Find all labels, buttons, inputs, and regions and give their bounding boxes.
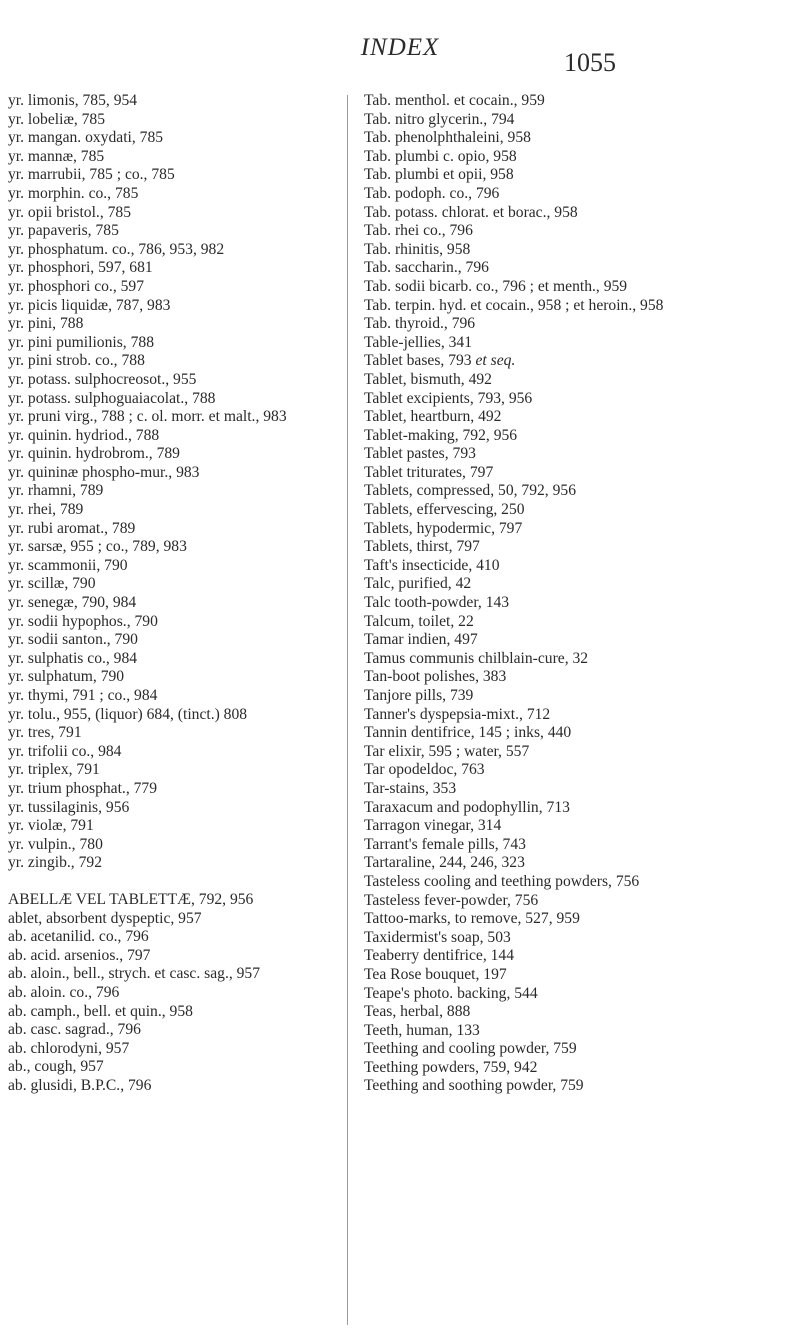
index-entry: Talc tooth-powder, 143 [364,594,510,612]
index-entry: Tab. rhei co., 796 [364,222,473,240]
index-group-syrups [8,92,333,873]
index-entry: Tab. thyroid., 796 [364,315,476,333]
index-entry: yr. rubi aromat., 789 [8,519,136,537]
index-entry: yr. triplex, 791 [8,761,100,779]
index-entry: Tablet bases, 793 et seq. [364,352,516,370]
index-entry: Tanjore pills, 739 [364,687,474,704]
index-entry: yr. phosphatum. co., 786, 953, 982 [8,240,225,258]
index-entry: Teas, herbal, 888 [364,1003,471,1021]
index-entry: Tar elixir, 595 ; water, 557 [364,742,530,760]
index-entry: Talcum, toilet, 22 [364,612,474,630]
index-entry: Tablet triturates, 797 [364,463,494,481]
index-entry: Tab. plumbi et opii, 958 [364,166,514,184]
index-entry: yr. thymi, 791 ; co., 984 [8,687,158,704]
index-entry: yr. papaveris, 785 [8,222,119,240]
index-entry: yr. vulpin., 780 [8,835,103,853]
index-entry: yr. rhei, 789 [8,501,84,519]
index-entry: Tab. saccharin., 796 [364,259,489,277]
index-entry: Teaberry dentifrice, 144 [364,947,515,965]
index-entry: yr. quinin. hydrobrom., 789 [8,445,180,463]
index-entry: ABELLÆ VEL TABLETTÆ, 792, 956 [8,890,254,908]
index-entry: Teape's photo. backing, 544 [364,984,538,1002]
index-entry: Tablets, thirst, 797 [364,538,480,556]
index-entry: Tablet, bismuth, 492 [364,370,492,388]
index-entry: Tablets, effervescing, 250 [364,501,525,519]
index-entry: Taft's insecticide, 410 [364,556,500,574]
index-entry: yr. senegæ, 790, 984 [8,594,137,612]
index-entry: yr. phosphori co., 597 [8,277,145,295]
index-entry: Tattoo-marks, to remove, 527, 959 [364,910,580,928]
index-entry: yr. lobeliæ, 785 [8,110,106,128]
index-column-left [8,92,333,1095]
index-entry: yr. zingib., 792 [8,854,102,872]
index-entry: yr. rhamni, 789 [8,482,104,500]
index-entry: Teething and soothing powder, 759 [364,1077,584,1095]
index-entry: yr. tussilaginis, 956 [8,798,130,816]
index-entry: yr. sulphatum, 790 [8,668,125,686]
index-entry: Taraxacum and podophyllin, 713 [364,798,570,816]
index-entry: Tab. podoph. co., 796 [364,184,500,202]
index-entry: Tasteless cooling and teething powders, 756 [364,872,640,890]
index-entry: Tar-stains, 353 [364,779,457,797]
index-entry: yr. trium phosphat., 779 [8,779,158,797]
page-number: 1055 [564,48,616,77]
index-entry: yr. pini, 788 [8,315,84,333]
running-head-title: INDEX [360,34,440,61]
index-column-right [364,92,754,1096]
index-entry: Tamus communis chilblain-cure, 32 [364,649,589,667]
index-entry: Tab. potass. chlorat. et borac., 958 [364,203,578,221]
index-entry: ablet, absorbent dyspeptic, 957 [8,909,202,927]
index-entry: yr. pini strob. co., 788 [8,352,145,370]
index-entry: Tab. rhinitis, 958 [364,240,471,258]
index-group-tablets [8,891,333,1096]
index-entry: yr. sodii santon., 790 [8,631,138,649]
index-entry: yr. trifolii co., 984 [8,742,122,760]
index-entry: Tarrant's female pills, 743 [364,835,526,853]
index-entry: Tab. terpin. hyd. et cocain., 958 ; et heroin., 958 [364,296,664,314]
index-entry: ab. aloin., bell., strych. et casc. sag., 957 [8,965,261,983]
index-entry: yr. tolu., 955, (liquor) 684, (tinct.) 808 [8,705,248,723]
index-entry: Tartaraline, 244, 246, 323 [364,854,525,872]
index-entry: Tannin dentifrice, 145 ; inks, 440 [364,724,572,742]
index-entry: ab. chlorodyni, 957 [8,1039,130,1057]
index-entry: Tan-boot polishes, 383 [364,668,507,686]
index-entry: ab. acetanilid. co., 796 [8,928,149,946]
index-entry: Teething powders, 759, 942 [364,1058,538,1076]
index-entry: Tea Rose bouquet, 197 [364,965,507,983]
index-entry: Teething and cooling powder, 759 [364,1040,577,1058]
column-divider [347,95,348,1325]
index-entry: ab., cough, 957 [8,1058,104,1076]
index-entry: Tab. sodii bicarb. co., 796 ; et menth., 959 [364,277,628,295]
index-entry: Tarragon vinegar, 314 [364,817,502,835]
page-header [0,0,800,90]
index-entry: yr. morphin. co., 785 [8,184,139,202]
index-entry: yr. sarsæ, 955 ; co., 789, 983 [8,538,187,556]
index-entry: Tab. menthol. et cocain., 959 [364,92,545,109]
index-entry: Tablet excipients, 793, 956 [364,389,533,407]
index-entry: Tasteless fever-powder, 756 [364,891,539,909]
index-entry: Tamar indien, 497 [364,631,478,649]
index-entry: Tanner's dyspepsia-mixt., 712 [364,705,551,723]
index-entry: yr. quininæ phospho-mur., 983 [8,463,200,481]
index-entry: yr. sulphatis co., 984 [8,649,138,667]
index-entry: yr. phosphori, 597, 681 [8,259,153,277]
group-gap [8,873,333,891]
index-entry: yr. marrubii, 785 ; co., 785 [8,166,175,184]
index-entry: Tablet-making, 792, 956 [364,426,518,444]
index-entry: Tablet, heartburn, 492 [364,408,502,426]
italic-et-seq: et seq. [475,352,516,370]
index-entry: yr. scammonii, 790 [8,556,128,574]
index-entry: Tablet pastes, 793 [364,445,476,463]
index-entry: ab. acid. arsenios., 797 [8,946,151,964]
index-entry: yr. pini pumilionis, 788 [8,333,154,351]
index-entry: Tab. phenolphthaleini, 958 [364,129,531,147]
index-entry: yr. picis liquidæ, 787, 983 [8,296,171,314]
index-entry: yr. mangan. oxydati, 785 [8,129,164,147]
index-entry: Teeth, human, 133 [364,1021,480,1039]
index-entry: Tab. nitro glycerin., 794 [364,110,515,128]
index-entry: yr. scillæ, 790 [8,575,96,593]
index-entry: Talc, purified, 42 [364,575,472,593]
index-entry: Table-jellies, 341 [364,333,473,351]
index-entry: Tab. plumbi c. opio, 958 [364,147,517,165]
index-entry: Taxidermist's soap, 503 [364,928,511,946]
index-entry: ab. glusidi, B.P.C., 796 [8,1076,152,1094]
index-entry: yr. violæ, 791 [8,817,94,835]
index-entry: yr. quinin. hydriod., 788 [8,426,160,444]
index-entry: Tablets, hypodermic, 797 [364,519,523,537]
index-entry: yr. potass. sulphocreosot., 955 [8,370,197,388]
index-entry: yr. potass. sulphoguaiacolat., 788 [8,389,216,407]
index-entry: yr. sodii hypophos., 790 [8,612,158,630]
index-entry: Tar opodeldoc, 763 [364,761,485,779]
index-entry: Tablets, compressed, 50, 792, 956 [364,482,576,500]
index-entry: yr. opii bristol., 785 [8,203,132,221]
index-entry: yr. mannæ, 785 [8,147,105,165]
index-entry: ab. aloin. co., 796 [8,983,120,1001]
index-entry: ab. casc. sagrad., 796 [8,1021,141,1039]
index-entry: ab. camph., bell. et quin., 958 [8,1002,193,1020]
index-entry: yr. limonis, 785, 954 [8,92,138,109]
index-entry: yr. tres, 791 [8,724,82,742]
index-group-tab-entries [364,92,754,1096]
index-entry: yr. pruni virg., 788 ; c. ol. morr. et malt., 983 [8,408,287,426]
